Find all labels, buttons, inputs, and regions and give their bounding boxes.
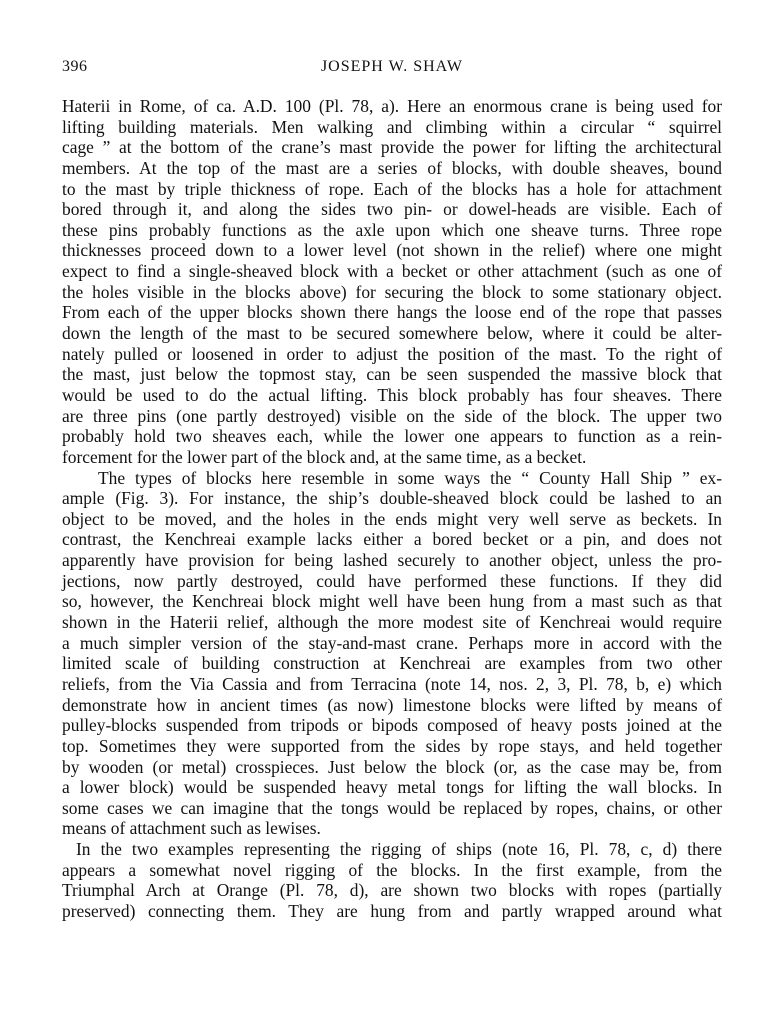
page-number: 396 bbox=[62, 58, 88, 75]
text-line: appears a somewhat novel rigging of the blocks. In the first example, from the bbox=[62, 859, 722, 880]
text-line: cage ” at the bottom of the crane’s mast provide the power for lifting the architectural bbox=[62, 137, 722, 158]
text-line: Haterii in Rome, of ca. A.D. 100 (Pl. 78, a). Here an enormous crane is being used for bbox=[62, 96, 722, 116]
text-line: nately pulled or loosened in order to adjust the position of the mast. To the right of bbox=[62, 343, 722, 364]
body-text bbox=[62, 96, 722, 922]
text-line: shown in the Haterii relief, although the more modest site of Kenchreai would require bbox=[62, 612, 722, 633]
text-line: the holes visible in the blocks above) for securing the block to some stationary object. bbox=[62, 281, 722, 302]
text-line: a much simpler version of the stay-and-mast crane. Perhaps more in accord with the bbox=[62, 632, 722, 653]
text-line: a lower block) would be suspended heavy metal tongs for lifting the wall blocks. In bbox=[62, 777, 722, 798]
text-line: the mast, just below the topmost stay, can be seen suspended the massive block that bbox=[62, 364, 722, 385]
text-line: ample (Fig. 3). For instance, the ship’s double-sheaved block could be lashed to an bbox=[62, 488, 722, 509]
text-line: The types of blocks here resemble in some ways the “ County Hall Ship ” ex- bbox=[98, 467, 722, 488]
text-line: probably hold two sheaves each, while the lower one appears to function as a rein- bbox=[62, 426, 722, 447]
text-line: contrast, the Kenchreai example lacks either a bored becket or a pin, and does not bbox=[62, 529, 722, 550]
text-line: down the length of the mast to be secured somewhere below, where it could be alter- bbox=[62, 323, 722, 344]
text-line: to the mast by triple thickness of rope. Each of the blocks has a hole for attachment bbox=[62, 178, 722, 199]
text-line: limited scale of building construction at Kenchreai are examples from two other bbox=[62, 653, 722, 674]
text-line: members. At the top of the mast are a series of blocks, with double sheaves, bound bbox=[62, 157, 722, 178]
text-line: would be used to do the actual lifting. This block probably has four sheaves. There bbox=[62, 384, 722, 405]
text-line: by wooden (or metal) crosspieces. Just below the block (or, as the case may be, from bbox=[62, 756, 722, 777]
text-line: pulley-blocks suspended from tripods or bipods composed of heavy posts joined at the bbox=[62, 715, 722, 736]
text-line: preserved) connecting them. They are hung from and partly wrapped around what bbox=[62, 900, 722, 921]
text-line: means of attachment such as lewises. bbox=[62, 818, 321, 839]
page-header bbox=[62, 58, 722, 82]
text-line: reliefs, from the Via Cassia and from Terracina (note 14, nos. 2, 3, Pl. 78, b, e) which bbox=[62, 673, 722, 694]
text-line: so, however, the Kenchreai block might well have been hung from a mast such as that bbox=[62, 591, 722, 612]
text-line: these pins probably functions as the axle upon which one sheave turns. Three rope bbox=[62, 219, 722, 240]
text-line: object to be moved, and the holes in the ends might very well serve as beckets. In bbox=[62, 508, 722, 529]
text-line: thicknesses proceed down to a lower level (not shown in the relief) where one might bbox=[62, 240, 722, 261]
text-line: some cases we can imagine that the tongs would be replaced by ropes, chains, or other bbox=[62, 797, 722, 818]
text-line: jections, now partly destroyed, could have performed these functions. If they did bbox=[62, 570, 722, 591]
text-line: lifting building materials. Men walking and climbing within a circular “ squirrel bbox=[62, 116, 722, 137]
text-line: apparently have provision for being lashed securely to another object, unless the pro- bbox=[62, 550, 722, 571]
text-line: From each of the upper blocks shown there hangs the loose end of the rope that passes bbox=[62, 302, 722, 323]
text-line: demonstrate how in ancient times (as now) limestone blocks were lifted by means of bbox=[62, 694, 722, 715]
text-line: forcement for the lower part of the block and, at the same time, as a becket. bbox=[62, 446, 587, 467]
text-line: top. Sometimes they were supported from the sides by rope stays, and held together bbox=[62, 735, 722, 756]
text-line: bored through it, and along the sides two pin- or dowel-heads are visible. Each of bbox=[62, 199, 722, 220]
text-line: In the two examples representing the rigging of ships (note 16, Pl. 78, c, d) there bbox=[76, 839, 722, 860]
running-head: JOSEPH W. SHAW bbox=[320, 58, 464, 75]
text-line: are three pins (one partly destroyed) visible on the side of the block. The upper two bbox=[62, 405, 722, 426]
text-line: expect to find a single-sheaved block with a becket or other attachment (such as one of bbox=[62, 261, 722, 282]
text-line: Triumphal Arch at Orange (Pl. 78, d), are shown two blocks with ropes (partially bbox=[62, 880, 722, 901]
